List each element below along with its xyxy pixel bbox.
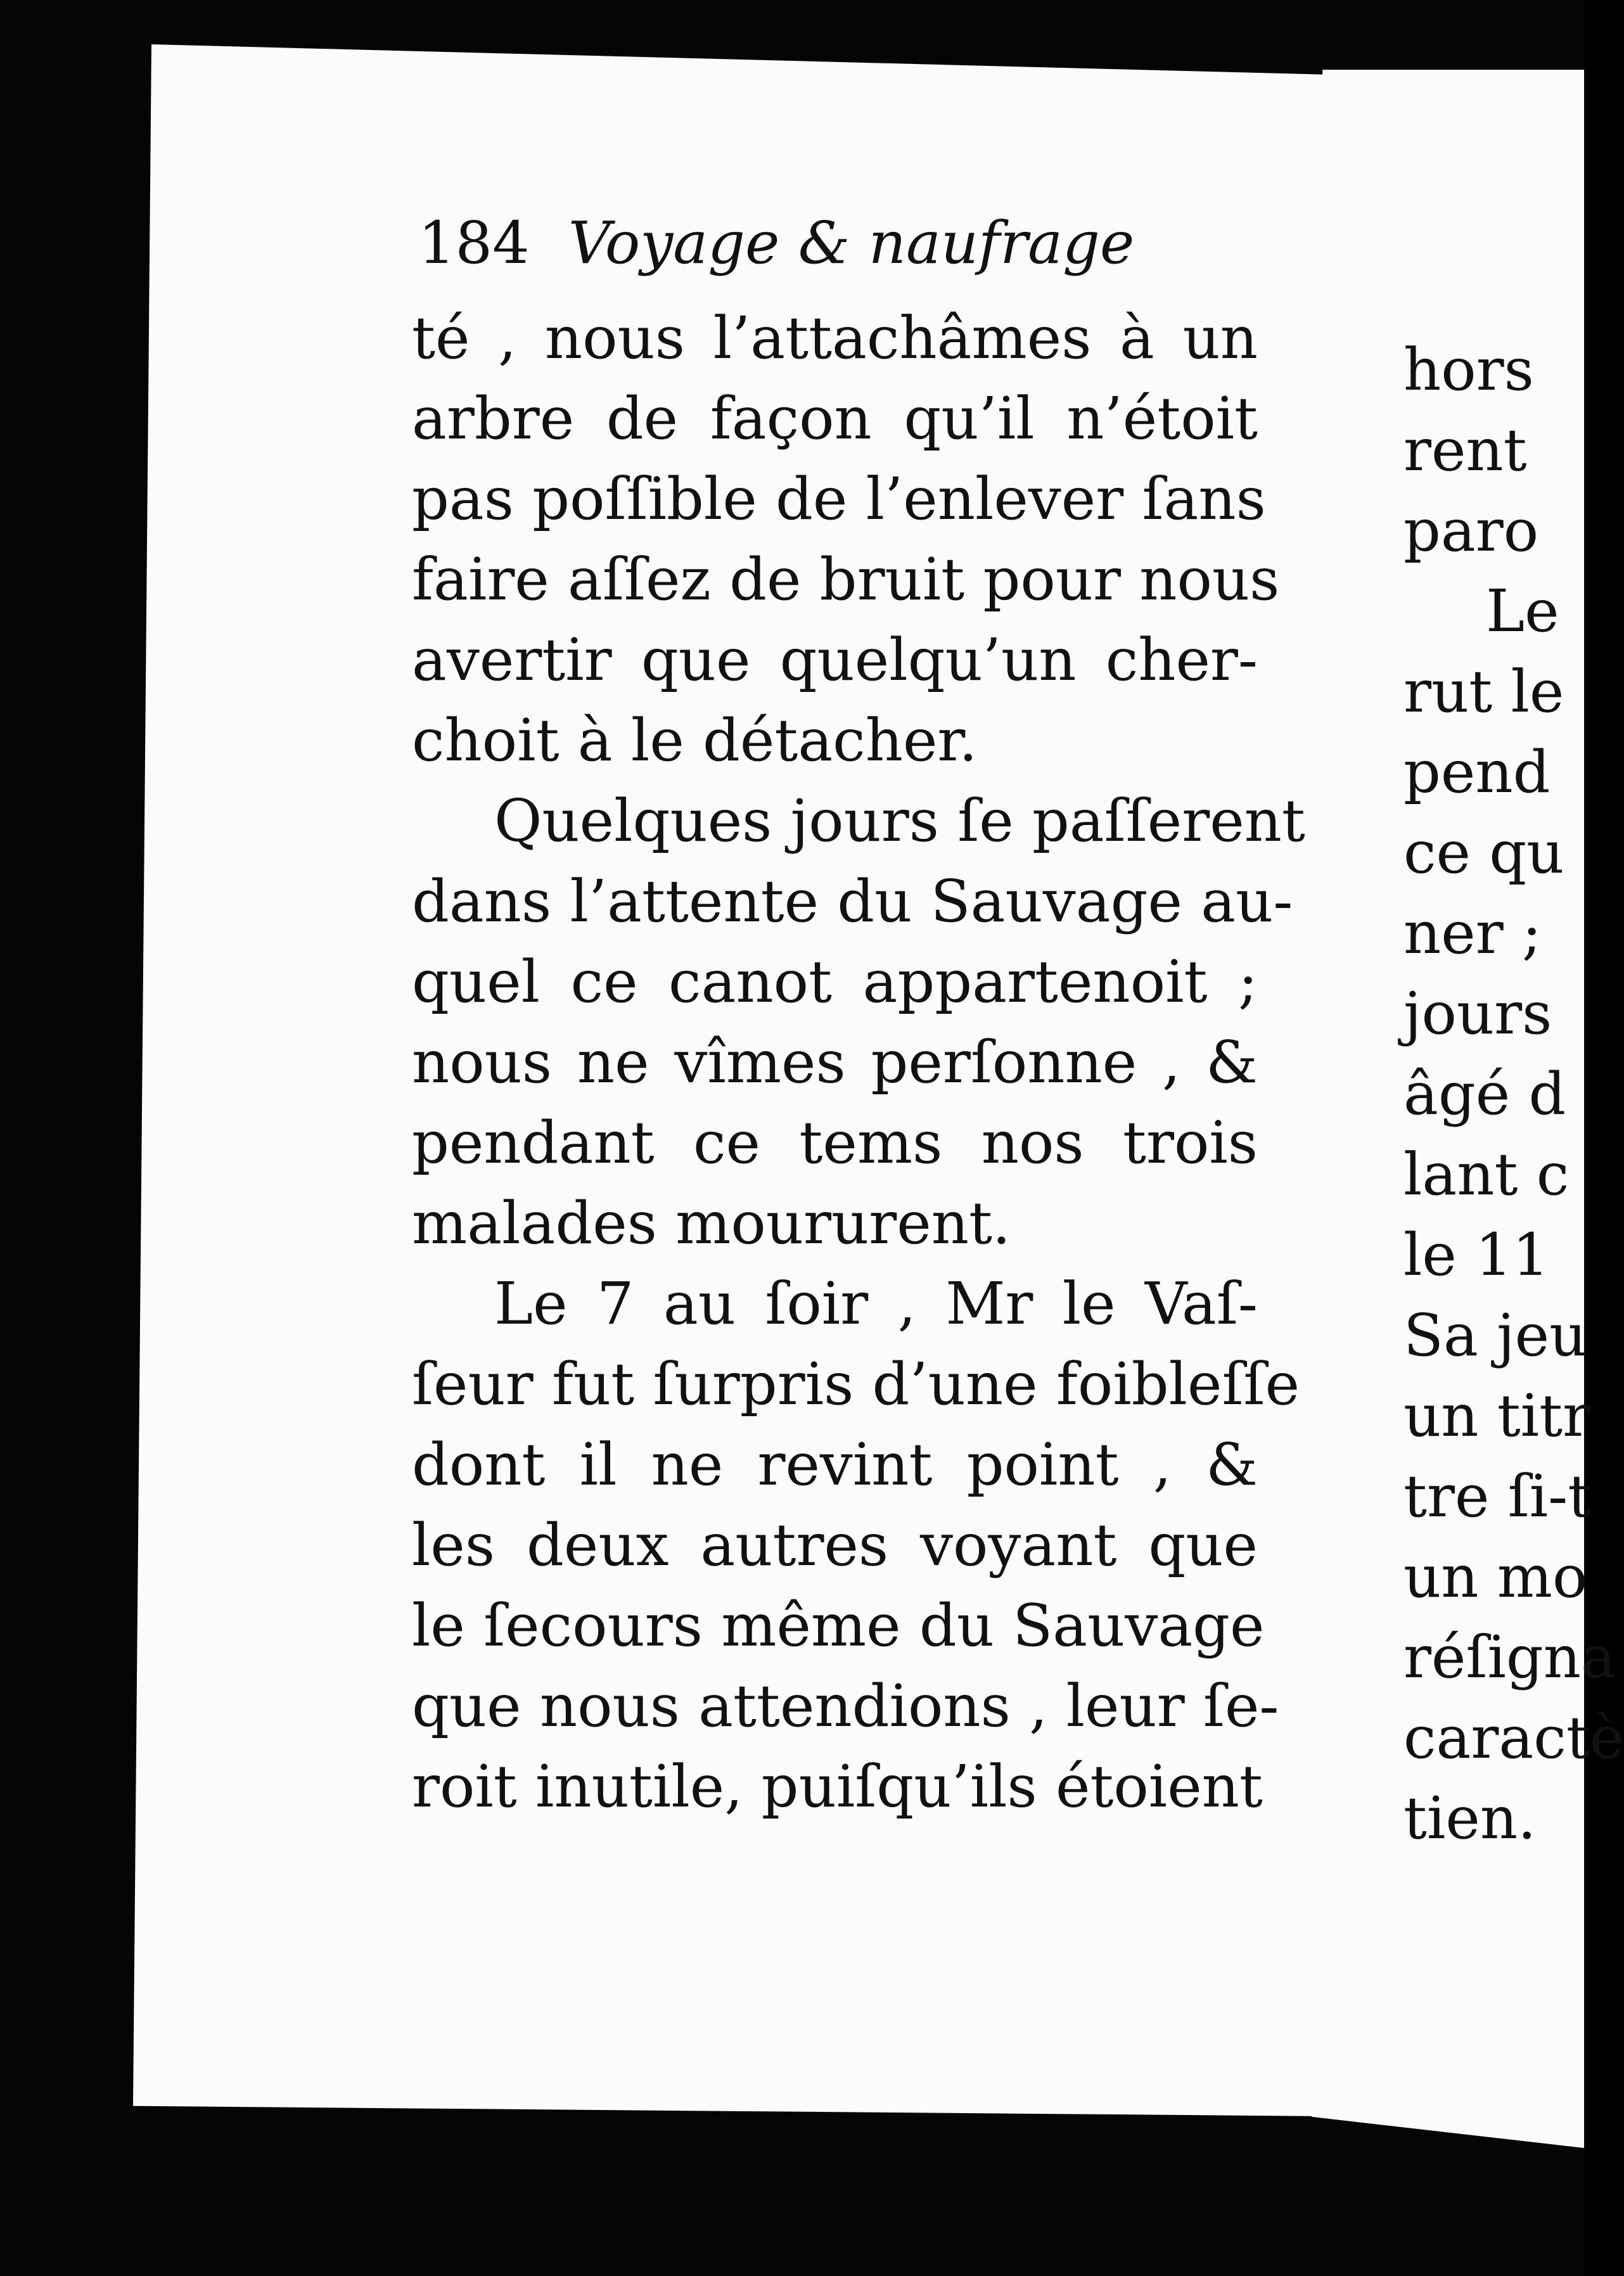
text-line: malades moururent. bbox=[412, 1189, 1011, 1257]
running-head bbox=[418, 209, 1134, 277]
right-page-body bbox=[1403, 329, 1624, 1858]
text-line: le 11 bbox=[1403, 1221, 1550, 1289]
text-line: dans l’attente du Sauvage au- bbox=[412, 867, 1293, 935]
paragraph bbox=[412, 781, 1305, 1263]
text-line: té , nous l’attachâmes à un bbox=[412, 304, 1258, 372]
text-line: ner ; bbox=[1403, 899, 1542, 967]
paragraph bbox=[412, 1263, 1300, 1827]
text-line: pendant ce tems nos trois bbox=[412, 1109, 1258, 1177]
text-line: pas poſſible de l’enlever ſans bbox=[412, 465, 1266, 533]
text-line: dont il ne revint point , & bbox=[412, 1431, 1258, 1499]
text-line: Le 7 au ſoir , Mr le Vaſ- bbox=[494, 1270, 1258, 1338]
text-line: le ſecours même du Sauvage bbox=[412, 1592, 1265, 1659]
text-line: paro bbox=[1403, 497, 1539, 565]
paragraph bbox=[412, 298, 1280, 781]
text-line: ce qu bbox=[1403, 819, 1564, 886]
text-line: nous ne vîmes perſonne , & bbox=[412, 1028, 1258, 1096]
text-line: hors bbox=[1403, 336, 1534, 404]
text-line: Le bbox=[1486, 577, 1559, 645]
text-line: tre ſi-t bbox=[1403, 1462, 1592, 1530]
text-line: jours bbox=[1403, 980, 1552, 1047]
running-title: Voyage & naufrage bbox=[568, 209, 1135, 277]
text-line: arbre de façon qu’il n’étoit bbox=[412, 385, 1258, 452]
text-line: faire aſſez de bruit pour nous bbox=[412, 546, 1280, 613]
text-line: réſigna bbox=[1403, 1623, 1616, 1691]
text-line: que nous attendions , leur ſe- bbox=[412, 1672, 1279, 1740]
text-line: quel ce canot appartenoit ; bbox=[412, 948, 1258, 1016]
text-line: caractè bbox=[1403, 1704, 1624, 1772]
text-line: ſeur fut ſurpris d’une foibleſſe bbox=[412, 1350, 1300, 1418]
text-line: lant c bbox=[1403, 1141, 1570, 1208]
text-line: les deux autres voyant que bbox=[412, 1511, 1258, 1579]
text-line: Quelques jours ſe paſſerent bbox=[494, 787, 1305, 855]
text-line: roit inutile, puiſqu’ils étoient bbox=[412, 1753, 1263, 1820]
text-line: âgé d bbox=[1403, 1060, 1566, 1128]
text-line: Sa jeu bbox=[1403, 1301, 1587, 1369]
text-line: rut le bbox=[1403, 658, 1564, 726]
text-line: choit à le détacher. bbox=[412, 706, 978, 774]
text-line: tien. bbox=[1403, 1784, 1537, 1852]
text-line: rent bbox=[1403, 416, 1527, 484]
page-number: 184 bbox=[418, 209, 530, 277]
text-line: avertir que quelqu’un cher- bbox=[412, 626, 1258, 694]
text-line: un titr bbox=[1403, 1382, 1591, 1450]
text-line: un mo bbox=[1403, 1543, 1588, 1611]
text-line: pend bbox=[1403, 738, 1550, 806]
left-page-body bbox=[412, 298, 1305, 1827]
